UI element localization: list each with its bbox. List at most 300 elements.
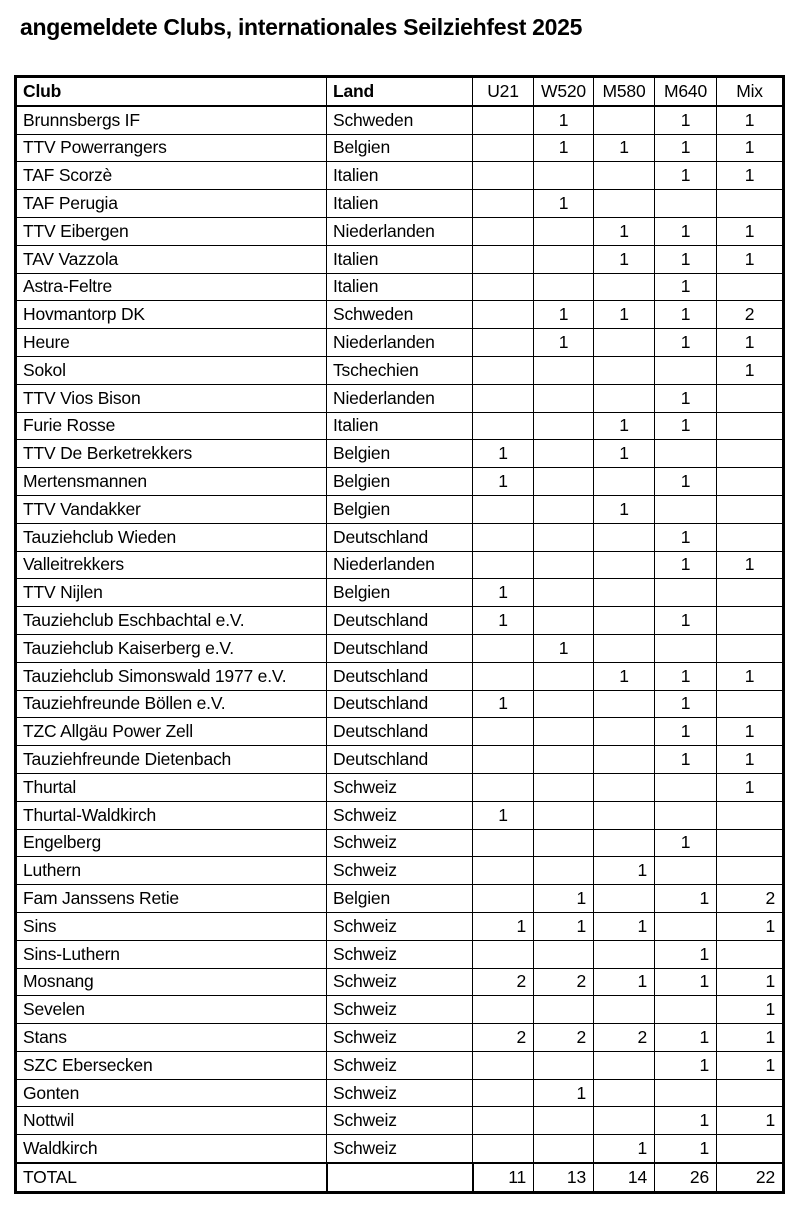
table-row [16, 746, 784, 774]
land-cell: Italien [327, 273, 473, 301]
clubs-table [14, 75, 785, 1194]
count-cell-mix [717, 190, 784, 218]
column-header-m640: M640 [655, 77, 717, 106]
club-cell: Engelberg [16, 829, 327, 857]
count-cell-u21 [473, 495, 534, 523]
count-cell-mix [717, 690, 784, 718]
count-cell-m640: 1 [655, 523, 717, 551]
table-row [16, 1135, 784, 1163]
total-land-cell [327, 1163, 473, 1192]
count-cell-u21 [473, 106, 534, 134]
count-cell-m640 [655, 634, 717, 662]
table-row [16, 1051, 784, 1079]
count-cell-w520 [534, 1051, 594, 1079]
land-cell: Schweiz [327, 940, 473, 968]
count-cell-mix: 2 [717, 301, 784, 329]
count-cell-w520 [534, 468, 594, 496]
count-cell-mix: 1 [717, 245, 784, 273]
count-cell-m640 [655, 190, 717, 218]
count-cell-mix: 1 [717, 746, 784, 774]
land-cell: Deutschland [327, 746, 473, 774]
land-cell: Niederlanden [327, 217, 473, 245]
count-cell-u21 [473, 551, 534, 579]
count-cell-m580 [594, 885, 655, 913]
table-row [16, 384, 784, 412]
club-cell: Thurtal-Waldkirch [16, 801, 327, 829]
count-cell-w520 [534, 1107, 594, 1135]
count-cell-u21 [473, 273, 534, 301]
count-cell-m640: 1 [655, 273, 717, 301]
count-cell-m580 [594, 468, 655, 496]
count-cell-w520 [534, 773, 594, 801]
count-cell-mix: 1 [717, 217, 784, 245]
count-cell-m580 [594, 162, 655, 190]
club-cell: Valleitrekkers [16, 551, 327, 579]
count-cell-w520: 1 [534, 106, 594, 134]
count-cell-m580: 1 [594, 134, 655, 162]
total-u21-cell: 11 [473, 1163, 534, 1192]
table-row [16, 634, 784, 662]
club-cell: Fam Janssens Retie [16, 885, 327, 913]
count-cell-m640: 1 [655, 134, 717, 162]
count-cell-m580 [594, 607, 655, 635]
column-header-w520: W520 [534, 77, 594, 106]
count-cell-mix [717, 634, 784, 662]
count-cell-u21 [473, 356, 534, 384]
column-header-m580: M580 [594, 77, 655, 106]
land-cell: Belgien [327, 495, 473, 523]
count-cell-mix: 1 [717, 1024, 784, 1052]
club-cell: Nottwil [16, 1107, 327, 1135]
table-row [16, 885, 784, 913]
table-row [16, 1107, 784, 1135]
land-cell: Schweden [327, 301, 473, 329]
count-cell-mix: 1 [717, 106, 784, 134]
count-cell-m640: 1 [655, 607, 717, 635]
count-cell-w520 [534, 162, 594, 190]
count-cell-mix [717, 857, 784, 885]
club-cell: Tauziehclub Wieden [16, 523, 327, 551]
count-cell-u21: 2 [473, 1024, 534, 1052]
table-row [16, 829, 784, 857]
club-cell: Luthern [16, 857, 327, 885]
count-cell-m580: 2 [594, 1024, 655, 1052]
count-cell-u21 [473, 384, 534, 412]
count-cell-m580 [594, 996, 655, 1024]
club-cell: Sins-Luthern [16, 940, 327, 968]
count-cell-w520 [534, 1135, 594, 1163]
count-cell-mix [717, 801, 784, 829]
count-cell-u21 [473, 412, 534, 440]
count-cell-u21 [473, 1079, 534, 1107]
count-cell-u21 [473, 190, 534, 218]
land-cell: Italien [327, 190, 473, 218]
count-cell-m580 [594, 718, 655, 746]
count-cell-m580 [594, 829, 655, 857]
count-cell-m640: 1 [655, 106, 717, 134]
land-cell: Tschechien [327, 356, 473, 384]
table-row [16, 690, 784, 718]
club-cell: Tauziehclub Simonswald 1977 e.V. [16, 662, 327, 690]
count-cell-mix [717, 579, 784, 607]
land-cell: Schweiz [327, 1135, 473, 1163]
count-cell-m640: 1 [655, 1135, 717, 1163]
land-cell: Deutschland [327, 662, 473, 690]
count-cell-mix: 1 [717, 551, 784, 579]
total-m580-cell: 14 [594, 1163, 655, 1192]
count-cell-m580 [594, 523, 655, 551]
table-row [16, 412, 784, 440]
count-cell-w520 [534, 412, 594, 440]
land-cell: Schweiz [327, 801, 473, 829]
count-cell-w520: 1 [534, 1079, 594, 1107]
count-cell-w520: 2 [534, 968, 594, 996]
count-cell-m580: 1 [594, 1135, 655, 1163]
table-row [16, 106, 784, 134]
club-cell: Hovmantorp DK [16, 301, 327, 329]
count-cell-u21 [473, 829, 534, 857]
count-cell-m640 [655, 912, 717, 940]
count-cell-w520 [534, 245, 594, 273]
land-cell: Niederlanden [327, 329, 473, 357]
count-cell-w520: 2 [534, 1024, 594, 1052]
count-cell-m580 [594, 384, 655, 412]
count-cell-m640 [655, 773, 717, 801]
land-cell: Schweiz [327, 773, 473, 801]
count-cell-m580 [594, 1051, 655, 1079]
count-cell-u21: 1 [473, 690, 534, 718]
count-cell-u21: 1 [473, 579, 534, 607]
land-cell: Italien [327, 412, 473, 440]
land-cell: Deutschland [327, 690, 473, 718]
count-cell-u21 [473, 217, 534, 245]
count-cell-u21 [473, 301, 534, 329]
count-cell-mix [717, 440, 784, 468]
count-cell-m580 [594, 634, 655, 662]
count-cell-w520 [534, 829, 594, 857]
count-cell-w520 [534, 607, 594, 635]
count-cell-u21: 1 [473, 912, 534, 940]
count-cell-w520: 1 [534, 912, 594, 940]
table-row [16, 607, 784, 635]
count-cell-m580 [594, 801, 655, 829]
count-cell-m640: 1 [655, 662, 717, 690]
count-cell-m640 [655, 1079, 717, 1107]
table-row [16, 857, 784, 885]
column-header-u21: U21 [473, 77, 534, 106]
land-cell: Schweiz [327, 912, 473, 940]
page-title: angemeldete Clubs, internationales Seilziehfest 2025 [20, 14, 583, 40]
count-cell-m640: 1 [655, 1107, 717, 1135]
table-row [16, 773, 784, 801]
table-row [16, 912, 784, 940]
count-cell-m580 [594, 551, 655, 579]
count-cell-m640: 1 [655, 245, 717, 273]
count-cell-m580: 1 [594, 662, 655, 690]
club-cell: TTV Powerrangers [16, 134, 327, 162]
count-cell-u21 [473, 1107, 534, 1135]
count-cell-m580 [594, 329, 655, 357]
land-cell: Schweiz [327, 1079, 473, 1107]
table-row [16, 495, 784, 523]
column-header-land: Land [327, 77, 473, 106]
total-w520-cell: 13 [534, 1163, 594, 1192]
table-row [16, 662, 784, 690]
count-cell-m640: 1 [655, 1024, 717, 1052]
count-cell-u21: 1 [473, 440, 534, 468]
count-cell-w520: 1 [534, 634, 594, 662]
count-cell-m640 [655, 440, 717, 468]
count-cell-u21: 1 [473, 607, 534, 635]
total-row [16, 1163, 784, 1192]
land-cell: Schweiz [327, 829, 473, 857]
count-cell-u21: 1 [473, 801, 534, 829]
count-cell-mix [717, 468, 784, 496]
land-cell: Italien [327, 162, 473, 190]
count-cell-w520 [534, 801, 594, 829]
count-cell-mix [717, 1079, 784, 1107]
land-cell: Belgien [327, 134, 473, 162]
land-cell: Schweiz [327, 968, 473, 996]
count-cell-u21 [473, 662, 534, 690]
count-cell-mix: 1 [717, 356, 784, 384]
count-cell-m640: 1 [655, 412, 717, 440]
club-cell: TTV De Berketrekkers [16, 440, 327, 468]
count-cell-m640: 1 [655, 718, 717, 746]
land-cell: Deutschland [327, 718, 473, 746]
count-cell-mix: 1 [717, 996, 784, 1024]
count-cell-u21 [473, 885, 534, 913]
club-cell: Tauziehfreunde Böllen e.V. [16, 690, 327, 718]
count-cell-u21 [473, 996, 534, 1024]
count-cell-m640: 1 [655, 551, 717, 579]
table-row [16, 329, 784, 357]
count-cell-m640 [655, 801, 717, 829]
count-cell-m580 [594, 690, 655, 718]
count-cell-m580: 1 [594, 440, 655, 468]
count-cell-w520: 1 [534, 134, 594, 162]
count-cell-m580 [594, 106, 655, 134]
count-cell-m580: 1 [594, 301, 655, 329]
count-cell-w520 [534, 356, 594, 384]
table-row [16, 523, 784, 551]
count-cell-w520: 1 [534, 329, 594, 357]
count-cell-w520 [534, 551, 594, 579]
count-cell-m640: 1 [655, 968, 717, 996]
count-cell-u21 [473, 1051, 534, 1079]
club-cell: Sins [16, 912, 327, 940]
count-cell-mix [717, 495, 784, 523]
club-cell: Heure [16, 329, 327, 357]
count-cell-m580 [594, 1107, 655, 1135]
club-cell: TTV Eibergen [16, 217, 327, 245]
count-cell-u21 [473, 634, 534, 662]
count-cell-m640: 1 [655, 829, 717, 857]
count-cell-mix [717, 523, 784, 551]
club-cell: TAV Vazzola [16, 245, 327, 273]
count-cell-m640: 1 [655, 217, 717, 245]
table-row [16, 1024, 784, 1052]
count-cell-m640: 1 [655, 384, 717, 412]
club-cell: Brunnsbergs IF [16, 106, 327, 134]
total-mix-cell: 22 [717, 1163, 784, 1192]
club-cell: Furie Rosse [16, 412, 327, 440]
land-cell: Italien [327, 245, 473, 273]
count-cell-w520 [534, 746, 594, 774]
count-cell-m580: 1 [594, 245, 655, 273]
count-cell-mix: 1 [717, 718, 784, 746]
club-cell: Stans [16, 1024, 327, 1052]
count-cell-u21: 2 [473, 968, 534, 996]
count-cell-w520 [534, 690, 594, 718]
count-cell-u21 [473, 718, 534, 746]
count-cell-m580: 1 [594, 412, 655, 440]
count-cell-u21 [473, 857, 534, 885]
count-cell-m640 [655, 996, 717, 1024]
count-cell-mix: 1 [717, 134, 784, 162]
club-cell: Astra-Feltre [16, 273, 327, 301]
count-cell-m640: 1 [655, 1051, 717, 1079]
table-row [16, 440, 784, 468]
land-cell: Deutschland [327, 634, 473, 662]
table-row [16, 301, 784, 329]
count-cell-m580: 1 [594, 968, 655, 996]
count-cell-w520: 1 [534, 190, 594, 218]
table-row [16, 1079, 784, 1107]
count-cell-m640: 1 [655, 468, 717, 496]
count-cell-u21 [473, 329, 534, 357]
total-label: TOTAL [16, 1163, 327, 1192]
count-cell-m580: 1 [594, 912, 655, 940]
count-cell-mix [717, 273, 784, 301]
club-cell: SZC Ebersecken [16, 1051, 327, 1079]
table-row [16, 273, 784, 301]
table-row [16, 190, 784, 218]
count-cell-m580 [594, 746, 655, 774]
table-row [16, 162, 784, 190]
count-cell-mix: 1 [717, 1051, 784, 1079]
count-cell-m640 [655, 579, 717, 607]
table-row [16, 217, 784, 245]
club-cell: Mertensmannen [16, 468, 327, 496]
club-cell: Waldkirch [16, 1135, 327, 1163]
count-cell-m640: 1 [655, 301, 717, 329]
count-cell-u21 [473, 1135, 534, 1163]
count-cell-mix [717, 607, 784, 635]
count-cell-m580 [594, 940, 655, 968]
count-cell-mix: 2 [717, 885, 784, 913]
table-row [16, 579, 784, 607]
count-cell-m640: 1 [655, 885, 717, 913]
count-cell-u21 [473, 134, 534, 162]
club-cell: Tauziehclub Eschbachtal e.V. [16, 607, 327, 635]
count-cell-m580 [594, 773, 655, 801]
land-cell: Niederlanden [327, 551, 473, 579]
club-cell: Tauziehclub Kaiserberg e.V. [16, 634, 327, 662]
count-cell-mix: 1 [717, 662, 784, 690]
count-cell-w520 [534, 217, 594, 245]
column-header-club: Club [16, 77, 327, 106]
club-cell: TAF Scorzè [16, 162, 327, 190]
table-row [16, 968, 784, 996]
land-cell: Deutschland [327, 523, 473, 551]
club-cell: TZC Allgäu Power Zell [16, 718, 327, 746]
count-cell-w520 [534, 440, 594, 468]
header-row [16, 77, 784, 106]
land-cell: Belgien [327, 468, 473, 496]
count-cell-m580 [594, 356, 655, 384]
count-cell-mix [717, 384, 784, 412]
count-cell-m640 [655, 495, 717, 523]
land-cell: Niederlanden [327, 384, 473, 412]
count-cell-u21: 1 [473, 468, 534, 496]
count-cell-m580 [594, 190, 655, 218]
club-cell: TTV Vandakker [16, 495, 327, 523]
land-cell: Schweiz [327, 996, 473, 1024]
count-cell-m580: 1 [594, 495, 655, 523]
count-cell-w520 [534, 857, 594, 885]
club-cell: Sevelen [16, 996, 327, 1024]
count-cell-mix [717, 412, 784, 440]
count-cell-m580 [594, 1079, 655, 1107]
count-cell-w520 [534, 996, 594, 1024]
column-header-mix: Mix [717, 77, 784, 106]
table-row [16, 940, 784, 968]
count-cell-mix: 1 [717, 912, 784, 940]
club-cell: Tauziehfreunde Dietenbach [16, 746, 327, 774]
count-cell-mix [717, 829, 784, 857]
count-cell-w520 [534, 384, 594, 412]
land-cell: Schweiz [327, 1051, 473, 1079]
count-cell-mix: 1 [717, 773, 784, 801]
club-cell: Mosnang [16, 968, 327, 996]
count-cell-m640: 1 [655, 746, 717, 774]
count-cell-m640: 1 [655, 690, 717, 718]
count-cell-mix [717, 940, 784, 968]
land-cell: Schweiz [327, 1024, 473, 1052]
count-cell-m580: 1 [594, 217, 655, 245]
land-cell: Deutschland [327, 607, 473, 635]
count-cell-m640: 1 [655, 162, 717, 190]
count-cell-w520 [534, 495, 594, 523]
clubs-table-container [14, 75, 785, 1194]
count-cell-mix: 1 [717, 968, 784, 996]
count-cell-u21 [473, 245, 534, 273]
club-cell: Thurtal [16, 773, 327, 801]
count-cell-w520 [534, 718, 594, 746]
count-cell-u21 [473, 523, 534, 551]
count-cell-m580 [594, 273, 655, 301]
count-cell-mix: 1 [717, 162, 784, 190]
club-cell: TTV Vios Bison [16, 384, 327, 412]
count-cell-w520 [534, 662, 594, 690]
table-row [16, 245, 784, 273]
count-cell-u21 [473, 746, 534, 774]
count-cell-m580: 1 [594, 857, 655, 885]
count-cell-w520 [534, 940, 594, 968]
count-cell-w520 [534, 579, 594, 607]
land-cell: Schweiz [327, 1107, 473, 1135]
club-cell: TAF Perugia [16, 190, 327, 218]
count-cell-u21 [473, 162, 534, 190]
count-cell-mix [717, 1135, 784, 1163]
count-cell-mix: 1 [717, 329, 784, 357]
count-cell-m640: 1 [655, 940, 717, 968]
count-cell-w520 [534, 273, 594, 301]
count-cell-mix: 1 [717, 1107, 784, 1135]
total-m640-cell: 26 [655, 1163, 717, 1192]
table-row [16, 718, 784, 746]
